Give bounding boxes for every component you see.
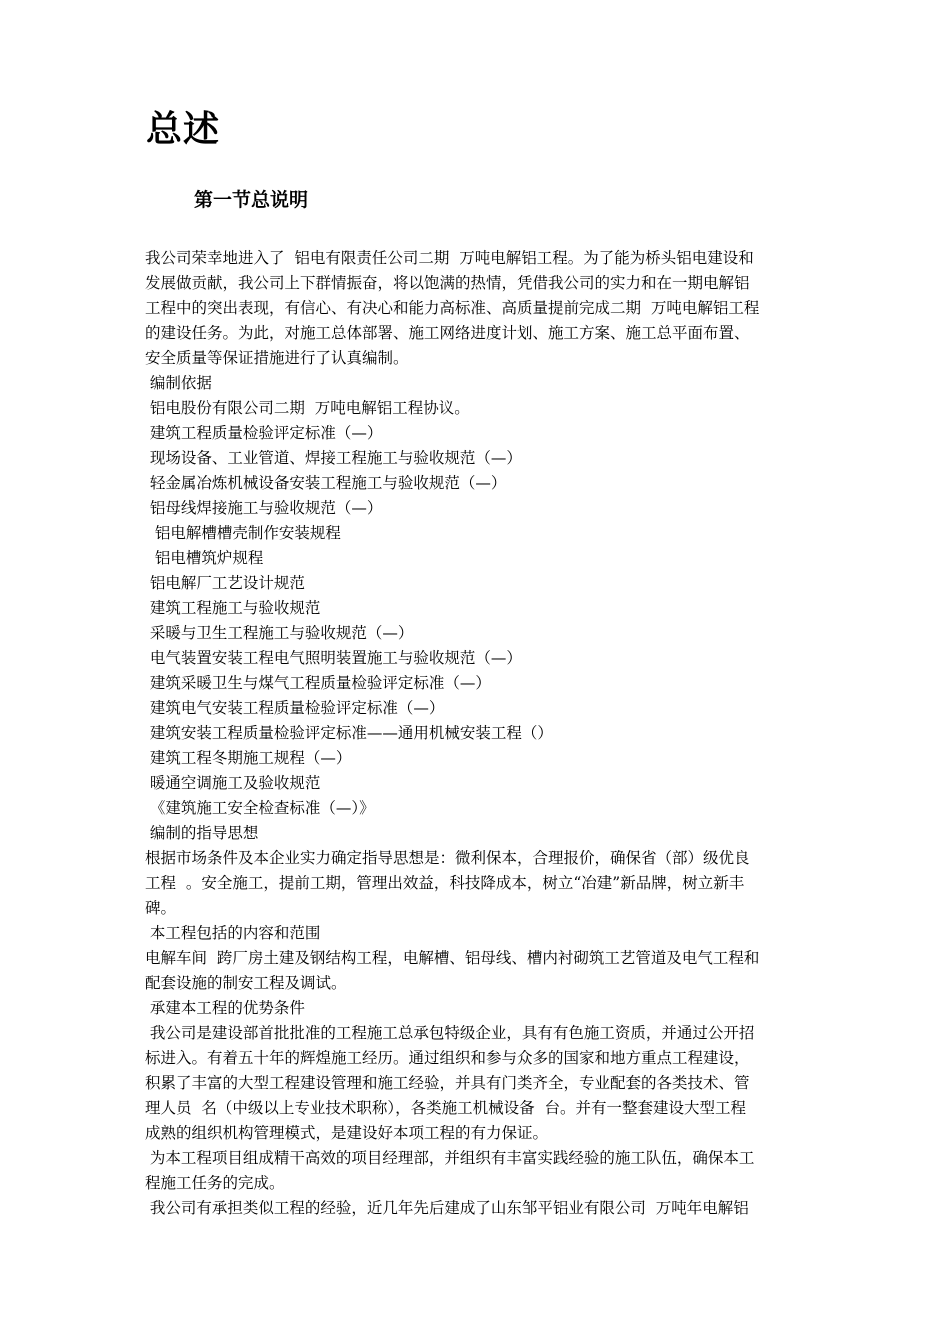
text-line: 铝电解厂工艺设计规范	[145, 574, 305, 592]
text-line: 本工程包括的内容和范围	[145, 924, 321, 942]
text-line: 建筑工程质量检验评定标准（—）	[145, 424, 383, 442]
text-line: 程施工任务的完成。	[145, 1174, 285, 1192]
text-line: 我公司有承担类似工程的经验，近几年先后建成了山东邹平铝业有限公司 万吨年电解铝	[145, 1199, 749, 1217]
text-line: 配套设施的制安工程及调试。	[145, 974, 347, 992]
text-line: 编制的指导思想	[145, 824, 259, 842]
text-line: 电解车间 跨厂房土建及钢结构工程，电解槽、铝母线、槽内衬砌筑工艺管道及电气工程和	[145, 949, 760, 967]
text-line: 标进入。有着五十年的辉煌施工经历。通过组织和参与众多的国家和地方重点工程建设，	[145, 1049, 750, 1067]
text-line: 现场设备、工业管道、焊接工程施工与验收规范（—）	[145, 449, 522, 467]
text-line: 的建设任务。为此，对施工总体部署、施工网络进度计划、施工方案、施工总平面布置、	[145, 324, 750, 342]
text-line: 承建本工程的优势条件	[145, 999, 305, 1017]
document-body	[145, 246, 810, 1221]
text-line: 我公司荣幸地进入了 铝电有限责任公司二期 万吨电解铝工程。为了能为桥头铝电建设和	[145, 249, 754, 267]
text-line: 为本工程项目组成精干高效的项目经理部，并组织有丰富实践经验的施工队伍，确保本工	[145, 1149, 755, 1167]
text-line: 工程中的突出表现，有信心、有决心和能力高标准、高质量提前完成二期 万吨电解铝工程	[145, 299, 760, 317]
section-title: 第一节总说明	[194, 189, 309, 211]
text-line: 铝电股份有限公司二期 万吨电解铝工程协议。	[145, 399, 470, 417]
text-line: 《建筑施工安全检查标准（—）》	[145, 799, 375, 817]
text-line: 铝电解槽槽壳制作安装规程	[145, 524, 341, 542]
text-line: 建筑工程冬期施工规程（—）	[145, 749, 352, 767]
text-line: 铝电槽筑炉规程	[145, 549, 264, 567]
text-line: 采暖与卫生工程施工与验收规范（—）	[145, 624, 414, 642]
text-line: 成熟的组织机构管理模式，是建设好本项工程的有力保证。	[145, 1124, 549, 1142]
text-line: 建筑安装工程质量检验评定标准——通用机械安装工程（）	[145, 724, 553, 742]
text-line: 编制依据	[145, 374, 212, 392]
text-line: 我公司是建设部首批批准的工程施工总承包特级企业，具有有色施工资质，并通过公开招	[145, 1024, 755, 1042]
text-line: 建筑电气安装工程质量检验评定标准（—）	[145, 699, 445, 717]
text-line: 工程 。安全施工，提前工期，管理出效益，科技降成本，树立“冶建”新品牌，树立新丰	[145, 874, 745, 892]
document-title: 总述	[146, 109, 221, 150]
text-line: 安全质量等保证措施进行了认真编制。	[145, 349, 409, 367]
text-line: 轻金属冶炼机械设备安装工程施工与验收规范（—）	[145, 474, 507, 492]
text-line: 电气装置安装工程电气照明装置施工与验收规范（—）	[145, 649, 522, 667]
text-line: 积累了丰富的大型工程建设管理和施工经验，并具有门类齐全，专业配套的各类技术、管	[145, 1074, 750, 1092]
text-line: 根据市场条件及本企业实力确定指导思想是：微利保本，合理报价，确保省（部）级优良	[145, 849, 750, 867]
text-line: 建筑采暖卫生与煤气工程质量检验评定标准（—）	[145, 674, 491, 692]
text-line: 铝母线焊接施工与验收规范（—）	[145, 499, 383, 517]
text-line: 建筑工程施工与验收规范	[145, 599, 321, 617]
text-line: 碑。	[145, 899, 177, 917]
text-line: 暖通空调施工及验收规范	[145, 774, 321, 792]
text-line: 理人员 名（中级以上专业技术职称），各类施工机械设备 台。并有一整套建设大型工程	[145, 1099, 746, 1117]
text-line: 发展做贡献，我公司上下群情振奋，将以饱满的热情，凭借我公司的实力和在一期电解铝	[145, 274, 750, 292]
